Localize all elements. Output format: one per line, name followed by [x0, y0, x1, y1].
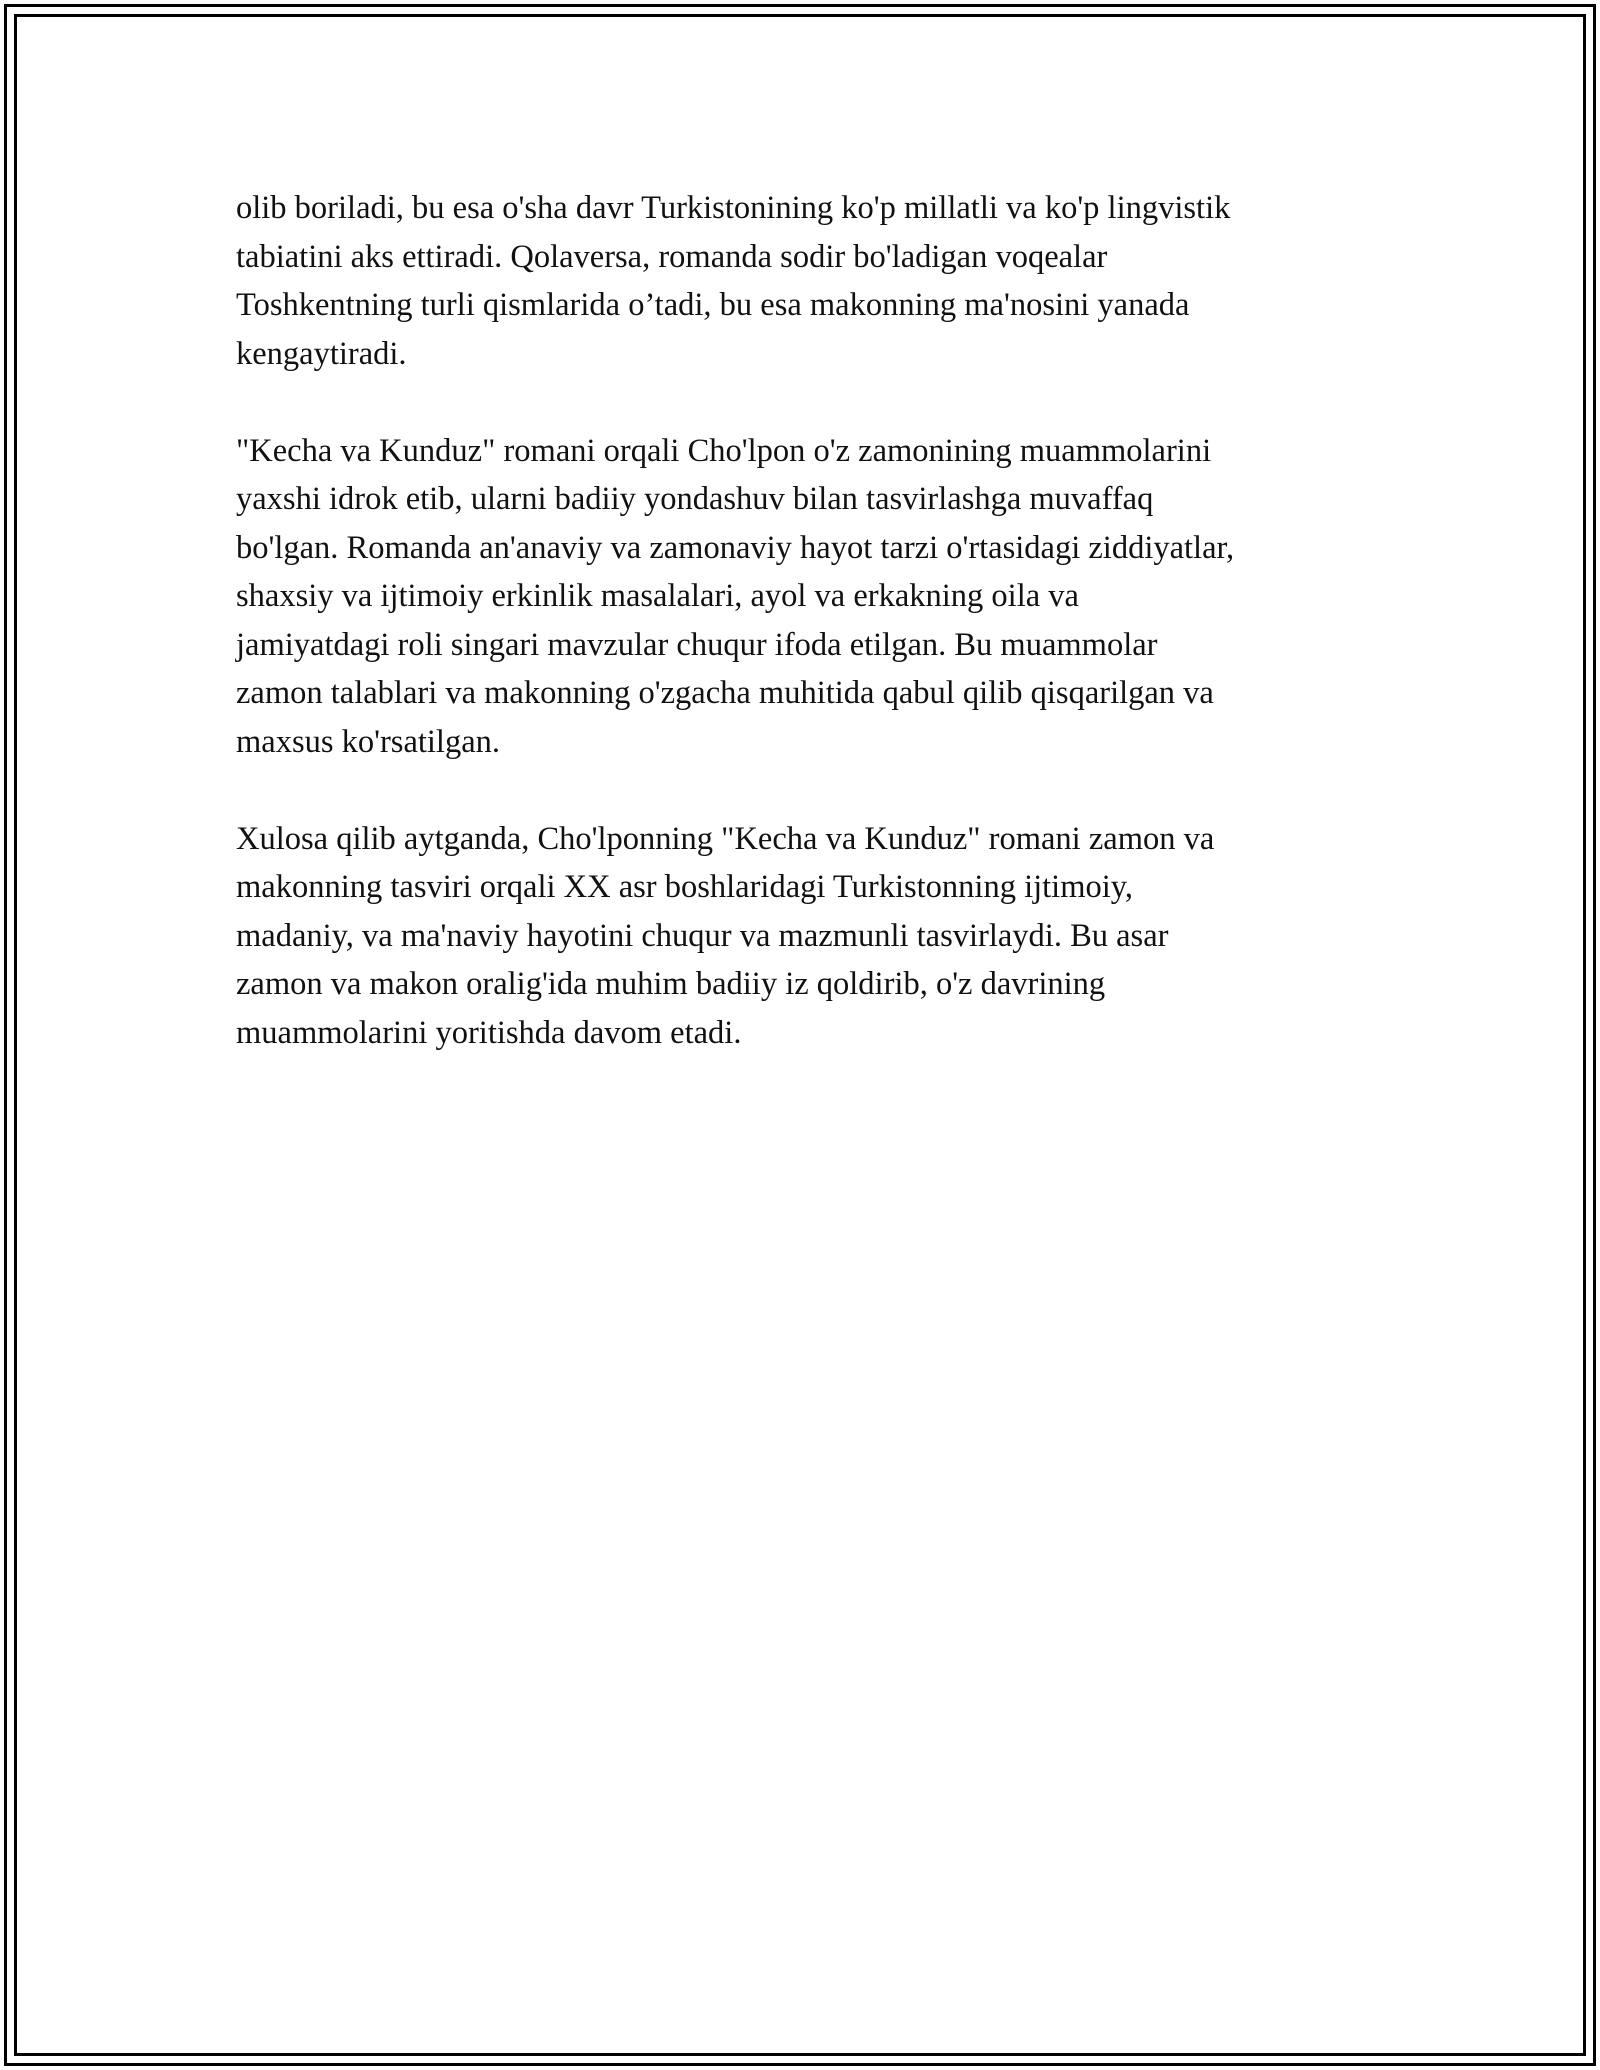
text-line: makonning tasviri orqali XX asr boshlaridagi Turkistonning ijtimoiy,	[236, 869, 1134, 905]
text-line: kengaytiradi.	[236, 335, 407, 372]
text-line: maxsus ko'rsatilgan.	[236, 723, 501, 760]
text-line: yaxshi idrok etib, ularni badiiy yondashuv bilan tasvirlashga muvaffaq	[236, 481, 1154, 517]
text-line: jamiyatdagi roli singari mavzular chuqur ifoda etilgan. Bu muammolar	[236, 626, 1158, 663]
text-line: zamon talablari va makonning o'zgacha muhitida qabul qilib qisqarilgan va	[236, 675, 1214, 711]
document-body	[236, 184, 1376, 1106]
text-line: Toshkentning turli qismlarida o’tadi, bu esa makonning ma'nosini yanada	[236, 287, 1190, 323]
text-line: muammolarini yoritishda davom etadi.	[236, 1014, 742, 1051]
text-line: zamon va makon oralig'ida muhim badiiy iz qoldirib, o'z davrining	[236, 966, 1106, 1002]
paragraph-3	[236, 815, 1376, 1058]
text-line: "Kecha va Kunduz" romani orqali Cho'lpon o'z zamonining muammolarini	[236, 432, 1212, 469]
text-line: tabiatini aks ettiradi. Qolaversa, romanda sodir bo'ladigan voqealar	[236, 238, 1108, 275]
paragraph-2	[236, 427, 1376, 767]
text-line: shaxsiy va ijtimoiy erkinlik masalalari, ayol va erkakning oila va	[236, 578, 1079, 614]
paragraph-1	[236, 184, 1376, 378]
text-line: olib boriladi, bu esa o'sha davr Turkistonining ko'p millatli va ko'p lingvistik	[236, 190, 1231, 226]
text-line: Xulosa qilib aytganda, Cho'lponning "Kecha va Kunduz" romani zamon va	[236, 820, 1215, 857]
text-line: bo'lgan. Romanda an'anaviy va zamonaviy hayot tarzi o'rtasidagi ziddiyatlar,	[236, 529, 1235, 566]
text-line: madaniy, va ma'naviy hayotini chuqur va mazmunli tasvirlaydi. Bu asar	[236, 917, 1169, 954]
